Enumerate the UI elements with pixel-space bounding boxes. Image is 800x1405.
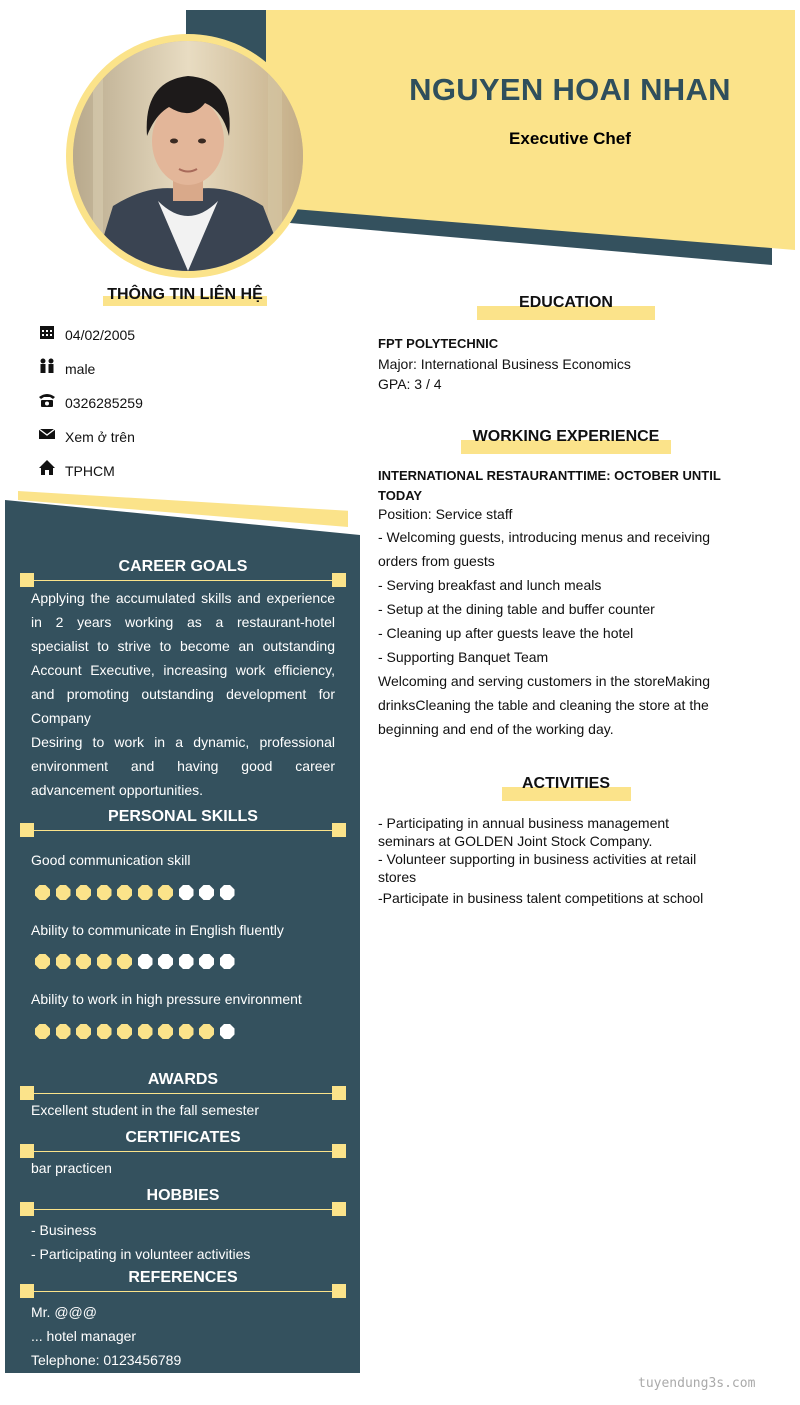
section-title-text: REFERENCES xyxy=(128,1269,238,1286)
title-marker xyxy=(332,1284,346,1298)
rating-dot-empty xyxy=(220,954,235,969)
title-marker xyxy=(20,1144,34,1158)
rating-dot-filled xyxy=(35,885,50,900)
rating-dot-empty xyxy=(199,954,214,969)
goals-paragraph: Applying the accumulated skills and experience in 2 years working as a restaurant-hotel specialist to strive to become an outstanding Account Executive, increasing work efficiency, and promoting outstanding development for Company xyxy=(31,590,335,726)
rating-dot-filled xyxy=(35,1024,50,1039)
reference-line: ... hotel manager xyxy=(31,1328,137,1344)
duty-item: - Setup at the dining table and buffer counter xyxy=(378,601,655,617)
references-title xyxy=(20,1269,346,1292)
rating-dot-filled xyxy=(56,954,71,969)
certificates-text: bar practicen xyxy=(31,1160,112,1176)
rating-dot-filled xyxy=(117,954,132,969)
skill-label: Ability to work in high pressure environment xyxy=(31,991,302,1007)
hobbies-title xyxy=(20,1187,346,1210)
title-marker xyxy=(20,1086,34,1100)
hobby-item: - Business xyxy=(31,1222,97,1238)
contact-value: 04/02/2005 xyxy=(65,327,136,343)
contact-value: TPHCM xyxy=(65,463,115,479)
certificates-title xyxy=(20,1129,346,1152)
rating-dot-filled xyxy=(76,1024,91,1039)
mail-icon xyxy=(38,425,56,443)
goals-paragraph: Desiring to work in a dynamic, professional environment and having good career advancement opportunities. xyxy=(31,734,335,798)
contact-email xyxy=(38,427,318,447)
rating-dot-filled xyxy=(97,954,112,969)
activities-list xyxy=(378,814,723,907)
school-name: FPT POLYTECHNIC xyxy=(378,336,499,351)
rating-dot-filled xyxy=(158,1024,173,1039)
home-icon xyxy=(38,459,56,477)
contact-value: Xem ở trên xyxy=(65,429,135,445)
watermark: tuyendung3s.com xyxy=(638,1376,756,1391)
rating-dot-filled xyxy=(138,1024,153,1039)
title-marker xyxy=(332,823,346,837)
title-marker xyxy=(20,1202,34,1216)
hobby-item: - Participating in volunteer activities xyxy=(31,1246,251,1262)
awards-title xyxy=(20,1071,346,1094)
job-title: Executive Chef xyxy=(509,129,631,148)
section-title-text: WORKING EXPERIENCE xyxy=(472,428,660,445)
activity-item: - Volunteer supporting in business activities at retail stores xyxy=(378,851,697,885)
avatar-photo xyxy=(73,41,303,271)
title-marker xyxy=(20,573,34,587)
title-marker xyxy=(332,1144,346,1158)
section-title-text: HOBBIES xyxy=(146,1187,220,1204)
rating-dot-filled xyxy=(76,954,91,969)
rating-dot-filled xyxy=(117,1024,132,1039)
duty-item: Welcoming and serving customers in the storeMaking drinksCleaning the table and cleaning the store at the beginning and end of the working day. xyxy=(378,673,711,737)
activity-item: -Participate in business talent competitions at school xyxy=(378,890,704,906)
phone-icon xyxy=(38,391,56,409)
awards-text: Excellent student in the fall semester xyxy=(31,1102,260,1118)
career-goals-title xyxy=(20,558,346,581)
title-marker xyxy=(332,1202,346,1216)
section-title-text: AWARDS xyxy=(147,1071,219,1088)
title-marker xyxy=(332,1086,346,1100)
rating-dot-filled xyxy=(138,885,153,900)
rating-dot-empty xyxy=(220,1024,235,1039)
career-goals-text xyxy=(31,586,335,802)
skill-label: Good communication skill xyxy=(31,852,191,868)
rating-dot-empty xyxy=(179,954,194,969)
calendar-icon xyxy=(38,323,56,341)
contact-address xyxy=(38,461,318,481)
contact-title-text: THÔNG TIN LIÊN HỆ xyxy=(103,286,267,304)
rating-dot-filled xyxy=(97,1024,112,1039)
rating-dot-filled xyxy=(199,1024,214,1039)
section-title-text: PERSONAL SKILLS xyxy=(108,808,258,825)
experience-title xyxy=(378,428,754,446)
rating-dot-empty xyxy=(199,885,214,900)
avatar xyxy=(73,41,303,271)
rating-dot-filled xyxy=(56,1024,71,1039)
duty-item: - Cleaning up after guests leave the hotel xyxy=(378,625,634,641)
duty-item: - Welcoming guests, introducing menus and receiving orders from guests xyxy=(378,529,711,569)
title-marker xyxy=(20,823,34,837)
rating-dot-empty xyxy=(138,954,153,969)
contact-phone xyxy=(38,393,318,413)
activities-title xyxy=(378,775,754,793)
education-gpa: GPA: 3 / 4 xyxy=(378,376,442,392)
candidate-name: NGUYEN HOAI NHAN xyxy=(409,72,731,107)
section-title-text: CERTIFICATES xyxy=(125,1129,241,1146)
reference-line: Mr. @@@ xyxy=(31,1304,97,1320)
contact-value: male xyxy=(65,361,96,377)
section-title-text: ACTIVITIES xyxy=(521,775,610,792)
rating-dot-filled xyxy=(35,954,50,969)
education-details xyxy=(378,334,723,394)
company-name: INTERNATIONAL RESTAURANTTIME: OCTOBER UNTIL TODAY xyxy=(378,468,721,503)
rating-dot-filled xyxy=(158,885,173,900)
rating-dot-filled xyxy=(97,885,112,900)
rating-dot-filled xyxy=(117,885,132,900)
hobbies-list xyxy=(31,1218,250,1266)
title-marker xyxy=(332,573,346,587)
skill-label: Ability to communicate in English fluently xyxy=(31,922,284,938)
section-title-text: CAREER GOALS xyxy=(118,558,248,575)
rating-dot-filled xyxy=(56,885,71,900)
activity-item: - Participating in annual business management seminars at GOLDEN Joint Stock Company. xyxy=(378,815,670,849)
title-marker xyxy=(20,1284,34,1298)
duty-item: - Serving breakfast and lunch meals xyxy=(378,577,602,593)
gender-icon xyxy=(38,357,56,375)
section-title-text: EDUCATION xyxy=(519,294,613,311)
contact-gender xyxy=(38,359,318,379)
experience-position: Position: Service staff xyxy=(378,506,513,522)
reference-line: Telephone: 0123456789 xyxy=(31,1352,182,1368)
rating-dot-empty xyxy=(220,885,235,900)
contact-section-title xyxy=(40,286,330,304)
rating-dot-filled xyxy=(76,885,91,900)
duty-item: - Supporting Banquet Team xyxy=(378,649,549,665)
references-list xyxy=(31,1300,181,1372)
experience-details xyxy=(378,466,723,741)
rating-dot-empty xyxy=(179,885,194,900)
rating-dot-filled xyxy=(179,1024,194,1039)
contact-birthdate xyxy=(38,325,318,345)
duty-list xyxy=(378,523,723,741)
contact-value: 0326285259 xyxy=(65,395,143,411)
rating-dot-empty xyxy=(158,954,173,969)
education-major: Major: International Business Economics xyxy=(378,356,631,372)
personal-skills-title xyxy=(20,808,346,831)
education-title xyxy=(378,294,754,312)
